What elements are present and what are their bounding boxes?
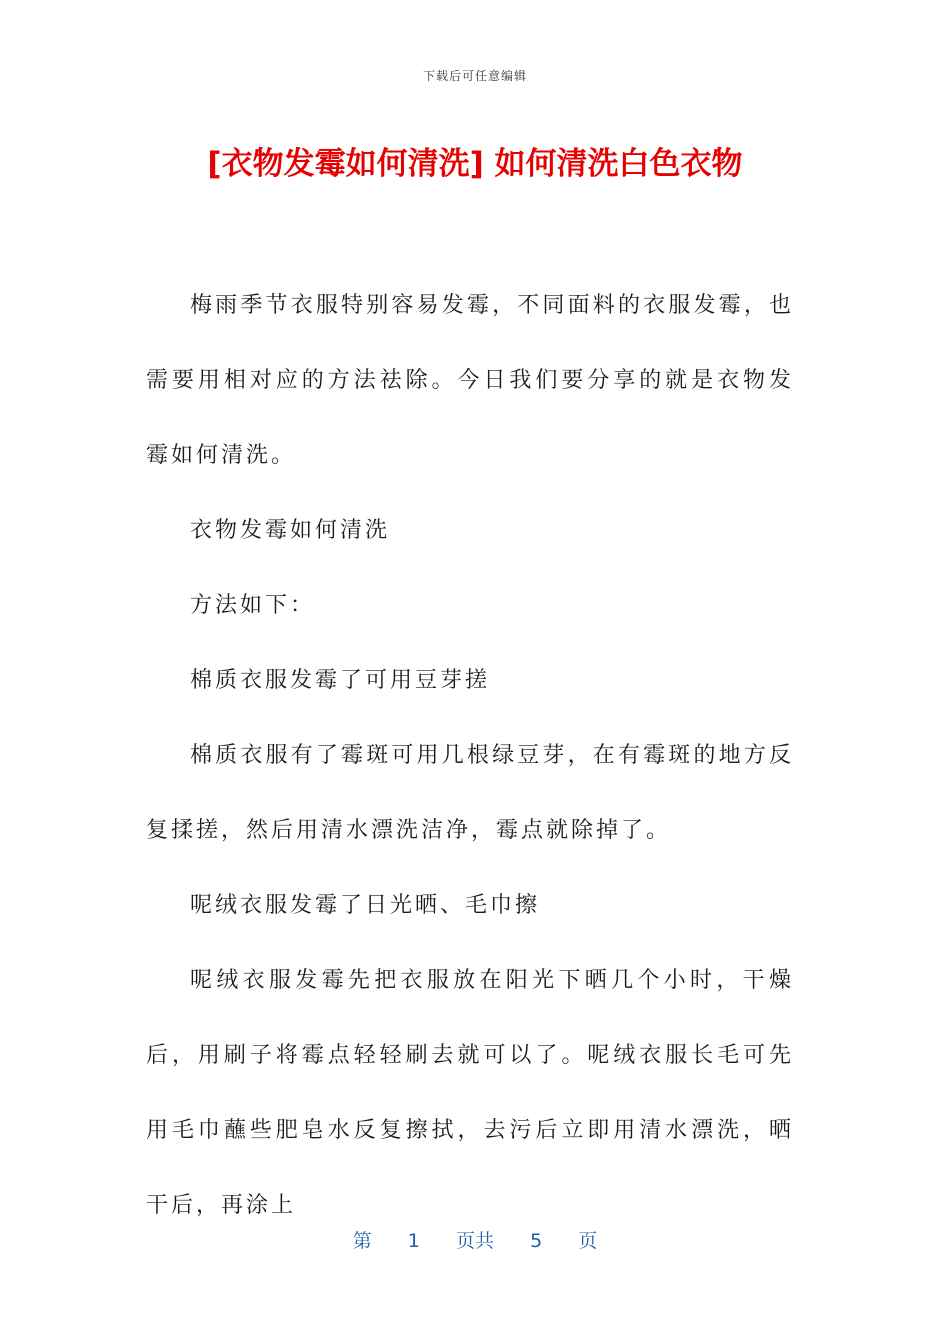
page-footer [0, 1226, 950, 1253]
footer-total-pages: 5 [530, 1230, 543, 1252]
paragraph-intro: 梅雨季节衣服特别容易发霉，不同面料的衣服发霉，也需要用相对应的方法祛除。今日我们要分享的就是衣物发霉如何清洗。 [146, 293, 794, 468]
paragraph-section-heading: 衣物发霉如何清洗 [190, 518, 391, 543]
paragraph-wool-heading: 呢绒衣服发霉了日光晒、毛巾擦 [190, 893, 541, 918]
header-note: 下载后可任意编辑 [422, 69, 527, 83]
paragraph-cotton-heading: 棉质衣服发霉了可用豆芽搓 [190, 668, 491, 693]
document-title: [衣物发霉如何清洗] 如何清洗白色衣物 [207, 146, 743, 182]
paragraph-wool-body: 呢绒衣服发霉先把衣服放在阳光下晒几个小时，干燥后，用刷子将霉点轻轻刷去就可以了。呢绒衣服长毛可先用毛巾蘸些肥皂水反复擦拭，去污后立即用清水漂洗，晒干后，再涂上 [146, 968, 794, 1218]
footer-suffix: 页 [578, 1230, 598, 1252]
document-body [146, 268, 794, 1243]
footer-page-number: 1 [407, 1230, 420, 1252]
footer-middle: 页共 [455, 1230, 494, 1252]
paragraph-method-intro: 方法如下： [190, 593, 316, 618]
paragraph-cotton-body: 棉质衣服有了霉斑可用几根绿豆芽，在有霉斑的地方反复揉搓，然后用清水漂洗洁净，霉点就除掉了。 [146, 743, 794, 843]
footer-prefix: 第 [352, 1230, 372, 1252]
